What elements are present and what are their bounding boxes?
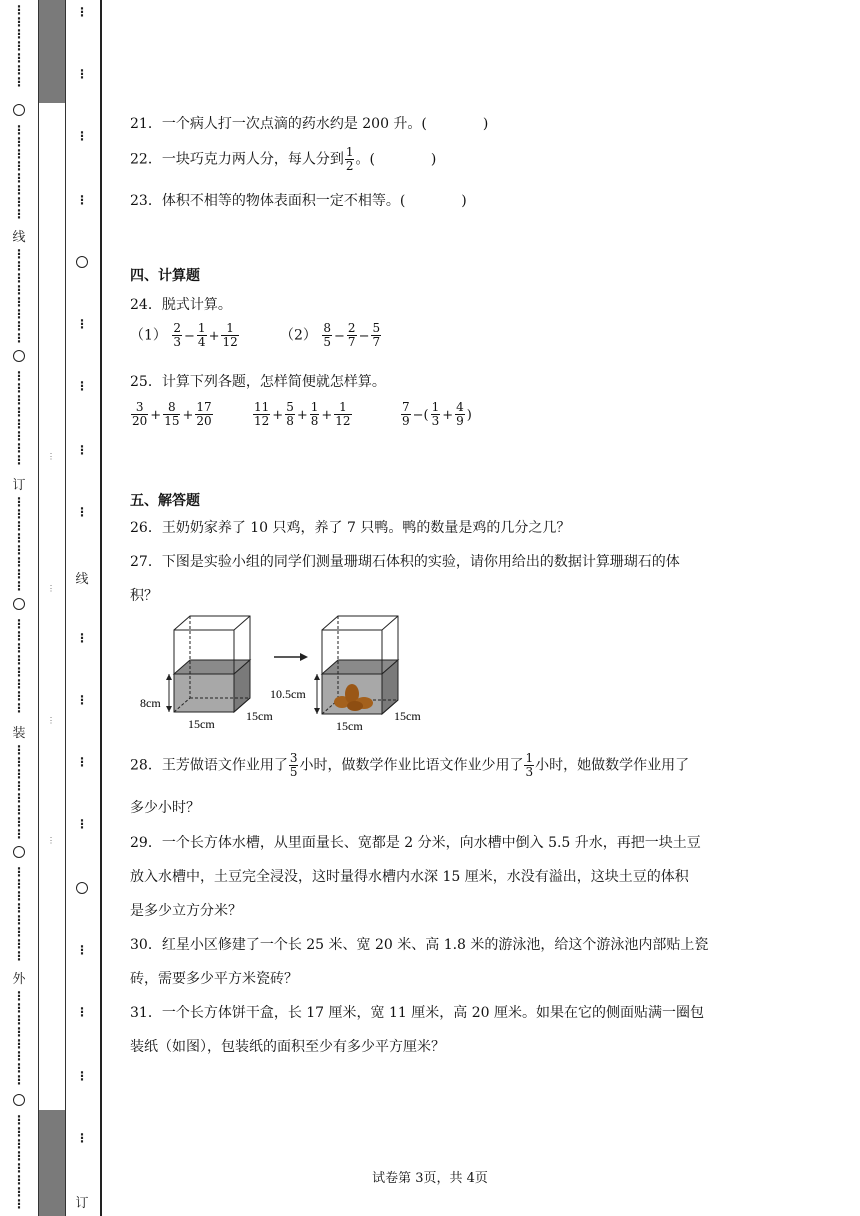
left-length-label: 15cm <box>188 717 215 731</box>
question-27-line-2: 积？ <box>130 588 158 604</box>
dotted-line: ⋮ ⋮ ⋮ ⋮ ⋮ ⋮ ⋮ ⋮ <box>13 989 25 1087</box>
question-25-item-2: $\frac{11}{12}$ + $\frac{5}{8}$ + $\frac{1}{8}$ + $\frac{1}{12}$ <box>254 400 351 428</box>
binding-line <box>100 0 102 1216</box>
binding-char-ding: 订 <box>12 478 26 493</box>
dotted-line: ⋮ ⋮ ⋮ ⋮ ⋮ ⋮ ⋮ ⋮ <box>13 247 25 345</box>
question-26: 26．王奶奶家养了 10 只鸡，养了 7 只鸭。鸭的数量是鸡的几分之几？ <box>130 520 571 536</box>
dotted-line: ⋮ <box>76 631 88 645</box>
right-width-label: 15cm <box>394 709 421 723</box>
dotted-line: ⋮ ⋮ ⋮ ⋮ ⋮ ⋮ ⋮ ⋮ <box>13 617 25 715</box>
outer-binding-margin <box>0 0 38 1216</box>
question-25-item-3: $\frac{7}{9}$ −( $\frac{1}{3}$ + $\frac{4}{9}$ ) <box>402 400 472 428</box>
circle-mark <box>64 882 100 898</box>
dotted-line: ⋮ <box>76 1005 88 1019</box>
question-28-line-1: 28．王芳做语文作业用了 $\frac{3}{5}$ 小时，做数学作业比语文作业少用了 $\frac{1}{3}$ 小时，她做数学作业用了 <box>130 751 690 779</box>
binding-char-zhuang: 装 <box>12 726 26 741</box>
right-container <box>314 616 398 714</box>
left-container <box>166 616 250 712</box>
strip-dots: ⋮ <box>47 584 55 593</box>
question-24-item-1: （1） $\frac{2}{3}$ − $\frac{1}{4}$ + $\frac{1}{12}$ <box>130 321 238 349</box>
question-24-item-2: （2） $\frac{8}{5}$ − $\frac{2}{7}$ − $\frac{5}{7}$ <box>280 321 381 349</box>
circle-mark <box>0 598 38 614</box>
dotted-line: ⋮ <box>76 1069 88 1083</box>
dotted-line: ⋮ <box>76 693 88 707</box>
question-25-item-1: $\frac{3}{20}$ + $\frac{8}{15}$ + $\frac{17}{20}$ <box>132 400 212 428</box>
strip-dots: ⋮ <box>47 452 55 461</box>
question-30-line-1: 30．红星小区修建了一个长 25 米、宽 20 米、高 1.8 米的游泳池，给这个游泳池内部贴上瓷 <box>130 937 709 953</box>
gray-binding-strip <box>38 1110 66 1216</box>
question-31-line-2: 装纸（如图），包装纸的面积至少有多少平方厘米？ <box>130 1039 445 1055</box>
circle-mark <box>0 846 38 862</box>
question-22-answer: 。( ) <box>355 151 437 168</box>
left-height-label: 8cm <box>140 696 161 710</box>
dotted-line: ⋮ ⋮ ⋮ ⋮ ⋮ ⋮ ⋮ ⋮ <box>13 123 25 221</box>
dotted-line: ⋮ <box>76 379 88 393</box>
strip-dots: ⋮ <box>47 836 55 845</box>
binding-char-xian: 线 <box>12 230 26 245</box>
fraction: $\frac{3}{5}$ <box>289 751 298 779</box>
dotted-line: ⋮ ⋮ ⋮ ⋮ ⋮ ⋮ ⋮ ⋮ <box>13 1113 25 1211</box>
fraction: $\frac{1}{3}$ <box>525 751 534 779</box>
question-25: 25．计算下列各题，怎样简便就怎样算。 <box>130 374 386 390</box>
coral-experiment-figure <box>130 606 440 736</box>
question-22 <box>130 146 436 173</box>
circle-mark <box>0 104 38 120</box>
question-29-line-1: 29．一个长方体水槽，从里面量长、宽都是 2 分米，向水槽中倒入 5.5 升水，再把一块土豆 <box>130 835 701 851</box>
arrow-icon <box>274 653 308 661</box>
question-31-line-1: 31．一个长方体饼干盒，长 17 厘米，宽 11 厘米，高 20 厘米。如果在它的侧面贴满一圈包 <box>130 1005 704 1021</box>
question-23: 23．体积不相等的物体表面积一定不相等。( ) <box>130 193 467 209</box>
question-21: 21．一个病人打一次点滴的药水约是 200 升。( ) <box>130 116 489 132</box>
circle-mark <box>0 350 38 366</box>
dotted-line: ⋮ <box>76 943 88 957</box>
question-30-line-2: 砖，需要多少平方米瓷砖？ <box>130 971 298 987</box>
section-heading-word-problems: 五、解答题 <box>130 493 200 509</box>
binding-char-wai: 外 <box>12 972 26 987</box>
circle-mark <box>64 256 100 272</box>
question-24: 24．脱式计算。 <box>130 297 232 313</box>
page-footer: 试卷第 3页，共 4页 <box>372 1171 488 1186</box>
binding-char-xian-inner: 线 <box>75 572 89 587</box>
question-22-text: 22．一块巧克力两人分，每人分到 <box>130 151 344 168</box>
section-heading-calculation: 四、计算题 <box>130 268 200 284</box>
dotted-line: ⋮ <box>76 443 88 457</box>
dotted-line: ⋮ ⋮ ⋮ ⋮ ⋮ ⋮ ⋮ ⋮ <box>13 743 25 841</box>
dotted-line: ⋮ <box>76 67 88 81</box>
dotted-line: ⋮ <box>76 317 88 331</box>
right-height-label: 10.5cm <box>270 687 306 701</box>
dotted-line: ⋮ <box>76 193 88 207</box>
dotted-line: ⋮ ⋮ ⋮ ⋮ ⋮ ⋮ ⋮ ⋮ <box>13 369 25 467</box>
right-length-label: 15cm <box>336 719 363 733</box>
question-27-line-1: 27．下图是实验小组的同学们测量珊瑚石体积的实验，请你用给出的数据计算珊瑚石的体 <box>130 554 680 570</box>
dotted-line: ⋮ ⋮ ⋮ ⋮ ⋮ ⋮ ⋮ ⋮ <box>13 495 25 593</box>
left-width-label: 15cm <box>246 709 273 723</box>
fraction: $\frac{1}{2}$ <box>345 145 354 173</box>
strip-dots: ⋮ <box>47 716 55 725</box>
dotted-line: ⋮ <box>76 755 88 769</box>
question-29-line-2: 放入水槽中，土豆完全浸没，这时量得水槽内水深 15 厘米，水没有溢出，这块土豆的体积 <box>130 869 689 885</box>
question-28-line-2: 多少小时？ <box>130 800 200 816</box>
dotted-line: ⋮ ⋮ ⋮ ⋮ ⋮ ⋮ ⋮ <box>13 3 25 89</box>
dotted-line: ⋮ <box>76 1131 88 1145</box>
question-29-line-3: 是多少立方分米？ <box>130 903 242 919</box>
dotted-line: ⋮ <box>76 129 88 143</box>
dotted-line: ⋮ <box>76 505 88 519</box>
dotted-line: ⋮ <box>76 5 88 19</box>
circle-mark <box>0 1094 38 1110</box>
gray-binding-strip <box>38 0 66 103</box>
dotted-line: ⋮ <box>76 817 88 831</box>
dotted-line: ⋮ ⋮ ⋮ ⋮ ⋮ ⋮ ⋮ ⋮ <box>13 865 25 963</box>
white-binding-strip <box>38 103 66 1110</box>
binding-char-ding-inner: 订 <box>75 1196 89 1211</box>
